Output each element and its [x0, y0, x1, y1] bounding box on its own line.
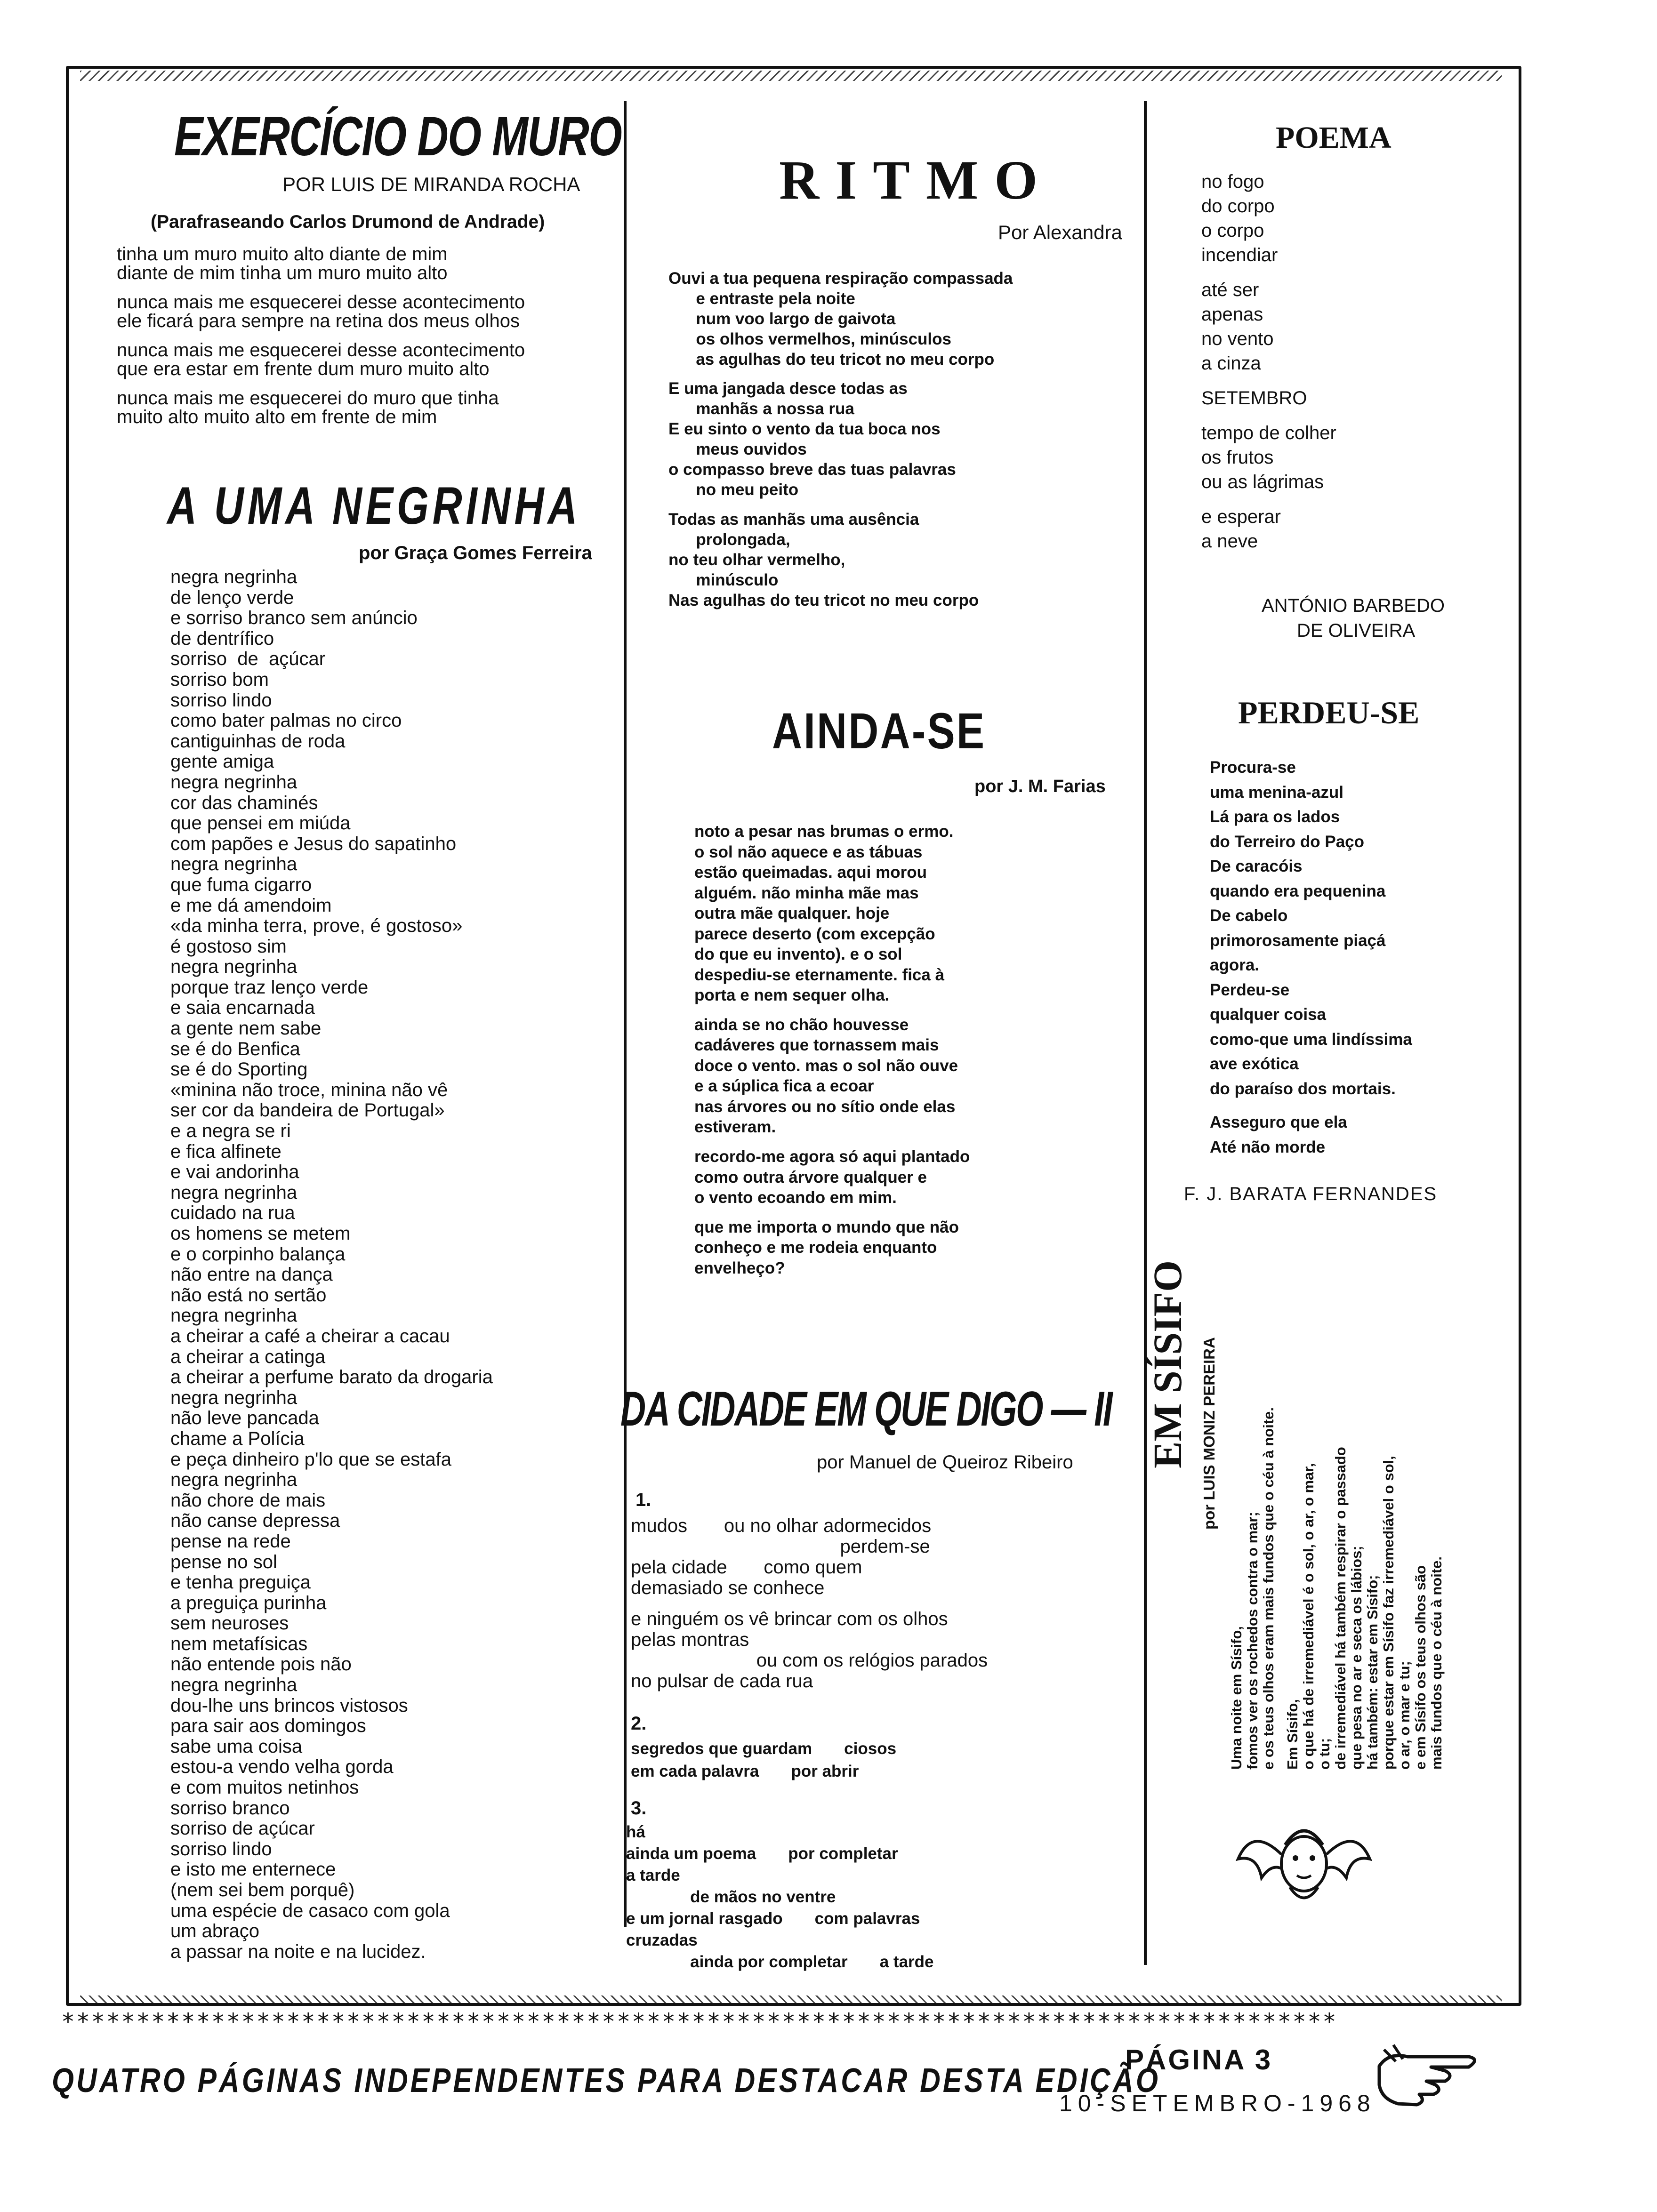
poem-line: a cheirar a café a cheirar a cacau	[170, 1325, 450, 1346]
poem-line: os olhos vermelhos, minúsculos	[668, 330, 951, 348]
poem-line: E uma jangada desce todas as	[668, 379, 908, 398]
poem-line: o sol não aquece e as tábuas	[694, 842, 923, 861]
poem-line: negra negrinha	[170, 1387, 298, 1408]
title-ainda-se: AINDA-SE	[772, 702, 986, 759]
poem-line: Asseguro que ela	[1210, 1113, 1347, 1132]
poem-line: e sorriso branco sem anúncio	[170, 608, 418, 629]
poem-line: ou as lágrimas	[1201, 472, 1324, 492]
poem-line: que pesa no ar e seca os lábios;	[1348, 1546, 1365, 1770]
column-divider-1	[624, 101, 627, 1927]
poem-line: os frutos	[1201, 447, 1274, 468]
poem-line: «da minha terra, prove, é gostoso»	[170, 915, 463, 937]
poem-exercicio-do-muro	[117, 245, 525, 426]
poem-line: estão queimadas. aqui morou	[694, 863, 927, 882]
poem-line: parece deserto (com excepção	[694, 924, 935, 943]
poem-line: no meu peito	[668, 481, 799, 499]
poem-line: e me dá amendoim	[170, 895, 332, 916]
poem-line: ave exótica	[1210, 1055, 1299, 1073]
poem-line: negra negrinha	[170, 567, 298, 587]
poem-line: Em Sísifo,	[1284, 1699, 1301, 1770]
poem-line: pelas montras	[631, 1629, 749, 1650]
poem-line: a passar na noite e na lucidez.	[170, 1941, 426, 1962]
poem-line: do paraíso dos mortais.	[1210, 1079, 1396, 1098]
poem-line: a neve	[1201, 531, 1258, 552]
poem-line: mudos ou no olhar adormecidos	[631, 1515, 932, 1536]
poem-line: recordo-me agora só aqui plantado	[694, 1147, 970, 1166]
poem-line: não chore de mais	[170, 1490, 326, 1511]
byline-jm-farias: por J. M. Farias	[974, 777, 1106, 796]
poem-line: de mãos no ventre	[626, 1888, 836, 1906]
poem-line: e entraste pela noite	[668, 289, 855, 308]
byline-miranda-rocha: POR LUIS DE MIRANDA ROCHA	[282, 173, 580, 195]
poem-line: e isto me enternece	[170, 1859, 336, 1880]
poem-line: negra negrinha	[170, 1675, 298, 1696]
poem-line: a preguiça purinha	[170, 1592, 327, 1613]
poem-line: uma espécie de casaco com gola	[170, 1900, 450, 1921]
title-em-sisifo: EM SÍSIFO	[1145, 1260, 1190, 1468]
poem-line: do Terreiro do Paço	[1210, 832, 1365, 851]
poem-line: e um jornal rasgado com palavras	[626, 1909, 920, 1928]
poem-line: de dentrífico	[170, 628, 274, 649]
poem-line	[694, 1208, 970, 1217]
poem-line: sorriso de açúcar	[170, 1818, 315, 1839]
poem-line: a tarde	[626, 1866, 680, 1884]
poem-line: há também: estar em Sísifo;	[1364, 1575, 1381, 1770]
poem-line: e os teus olhos eram mais fundos que o céu à noite.	[1260, 1407, 1277, 1770]
poem-line: nas árvores ou no sítio onde elas	[694, 1097, 956, 1116]
poem-line: e em Sísifo os teus olhos são	[1412, 1565, 1429, 1770]
poem-line: de lenço verde	[170, 587, 294, 608]
poem-line: nunca mais me esquecerei desse acontecimento	[117, 340, 525, 361]
section-number-3: 3.	[631, 1798, 647, 1819]
poem-line: prolongada,	[668, 530, 790, 549]
poem-line: pense na rede	[170, 1531, 291, 1552]
poem-line: no pulsar de cada rua	[631, 1671, 813, 1691]
poem-line: no vento	[1201, 329, 1274, 349]
author-barata-fernandes: F. J. BARATA FERNANDES	[1184, 1184, 1438, 1204]
poem-line: pela cidade como quem	[631, 1557, 862, 1578]
poem-line: Ouvi a tua pequena respiração compassada	[668, 269, 1013, 288]
poem-line: que fuma cigarro	[170, 874, 312, 895]
poem-line: e vai andorinha	[170, 1162, 299, 1183]
poem-line: manhãs a nossa rua	[668, 400, 854, 418]
poem-line: negra negrinha	[170, 956, 298, 978]
poem-line: sorriso bom	[170, 669, 269, 690]
poem-line: Nas agulhas do teu tricot no meu corpo	[668, 591, 979, 609]
poem-line: outra mãe qualquer. hoje	[694, 904, 890, 922]
poem-line: (nem sei bem porquê)	[170, 1880, 355, 1900]
poem-line	[1210, 1101, 1412, 1110]
poem-line: Até não morde	[1210, 1138, 1326, 1156]
footer-tagline: QUATRO PÁGINAS INDEPENDENTES PARA DESTACAR DESTA EDIÇÃO	[52, 2062, 1160, 2100]
poem-da-cidade-part-1	[631, 1515, 988, 1691]
poem-line: no teu olhar vermelho,	[668, 550, 845, 569]
poem-line: diante de mim tinha um muro muito alto	[117, 263, 448, 283]
poem-line: estou-a vendo velha gorda	[170, 1756, 394, 1778]
title-poema: POEMA	[1276, 120, 1392, 155]
poem-line: até ser	[1201, 280, 1259, 300]
poem-line: cor das chaminés	[170, 792, 318, 813]
byline-graca-gomes-ferreira: por Graça Gomes Ferreira	[359, 543, 592, 563]
poem-ritmo	[668, 268, 1013, 610]
poem-line: conheço e me rodeia enquanto	[694, 1238, 937, 1257]
poem-line: doce o vento. mas o sol não ouve	[694, 1056, 958, 1075]
poem-perdeu-se	[1210, 755, 1412, 1160]
poem-line: mais fundos que o céu à noite.	[1428, 1556, 1445, 1770]
top-ornament	[80, 71, 1502, 81]
poem-line: Todas as manhãs uma ausência	[668, 510, 919, 529]
poem-line: segredos que guardam ciosos	[631, 1739, 897, 1758]
angel-illustration	[1233, 1817, 1375, 1911]
poem-line: sabe uma coisa	[170, 1736, 303, 1757]
poem-line: porque traz lenço verde	[170, 977, 369, 998]
poem-line: incendiar	[1201, 245, 1278, 265]
poem-line: e fica alfinete	[170, 1141, 282, 1162]
poem-line: minúsculo	[668, 570, 779, 589]
subtitle-parafraseando: (Parafraseando Carlos Drumond de Andrade)	[151, 212, 545, 232]
section-number-2: 2.	[631, 1713, 647, 1734]
poem-line: Perdeu-se	[1210, 980, 1290, 999]
poem-line: e saia encarnada	[170, 997, 315, 1018]
poem-line: tinha um muro muito alto diante de mim	[117, 244, 448, 264]
poem-line: como outra árvore qualquer e	[694, 1168, 927, 1186]
poem-line: perdem-se	[631, 1536, 930, 1557]
poem-line: não entende pois não	[170, 1654, 352, 1675]
bottom-ornament	[80, 1996, 1502, 2006]
poem-line: chame a Polícia	[170, 1428, 305, 1449]
title-a-uma-negrinha: A UMA NEGRINHA	[167, 476, 581, 535]
poem-line: cadáveres que tornassem mais	[694, 1036, 939, 1055]
author-barbedo-line1: ANTÓNIO BARBEDO	[1262, 595, 1445, 616]
poem-line: cruzadas	[626, 1931, 698, 1949]
poem-em-sisifo	[1229, 1407, 1445, 1770]
poem-line: e ninguém os vê brincar com os olhos	[631, 1609, 948, 1629]
poem-line: ele ficará para sempre na retina dos meus olhos	[117, 311, 520, 331]
poem-line: agora.	[1210, 956, 1260, 974]
poem-line: num voo largo de gaivota	[668, 310, 896, 328]
page-number: PÁGINA 3	[1125, 2044, 1273, 2076]
poem-line: sem neuroses	[170, 1613, 289, 1634]
poem-line: porque estar em Sísifo faz irremediável o sol,	[1380, 1456, 1397, 1770]
author-barbedo-line2: DE OLIVEIRA	[1297, 620, 1416, 641]
poem-line	[1201, 494, 1336, 505]
poem-line	[694, 1006, 970, 1015]
poem-line	[694, 1138, 970, 1146]
poem-line: o corpo	[1201, 220, 1264, 241]
poem-line	[1201, 267, 1336, 278]
poem-line: que era estar em frente dum muro muito alto	[117, 359, 490, 379]
poem-line: para sair aos domingos	[170, 1715, 366, 1737]
poem-line: quando era pequenina	[1210, 882, 1386, 900]
poem-line: negra negrinha	[170, 854, 298, 875]
poem-line: o ar, o mar e tu;	[1396, 1661, 1413, 1770]
poem-line: SETEMBRO	[1201, 388, 1307, 409]
poem-line: E eu sinto o vento da tua boca nos	[668, 420, 941, 439]
poem-line: qualquer coisa	[1210, 1005, 1327, 1024]
poem-da-cidade-part-3	[626, 1821, 934, 1973]
poem-line: não canse depressa	[170, 1510, 340, 1531]
poem-line: primorosamente piaçá	[1210, 931, 1386, 950]
poem-line	[1201, 376, 1336, 386]
poem-line: nem metafísicas	[170, 1633, 308, 1654]
poem-poema	[1201, 169, 1336, 553]
poem-line: que pensei em miúda	[170, 813, 351, 834]
poem-line: como-que uma lindíssima	[1210, 1030, 1412, 1049]
poem-line: não entre na dança	[170, 1264, 333, 1285]
poem-line: gente amiga	[170, 751, 274, 772]
poem-line: ou com os relógios parados	[631, 1650, 988, 1671]
pointing-hand-icon	[1375, 2038, 1488, 2113]
poem-line	[1277, 1407, 1285, 1770]
poem-line: um abraço	[170, 1921, 259, 1942]
poem-line: «minina não troce, minina não vê	[170, 1079, 448, 1100]
poem-line: os homens se metem	[170, 1223, 351, 1244]
poem-line: há	[626, 1823, 645, 1841]
byline-alexandra: Por Alexandra	[998, 221, 1122, 243]
poem-line: Procura-se	[1210, 758, 1296, 777]
poem-line	[631, 1598, 988, 1609]
poem-line: tempo de colher	[1201, 423, 1336, 443]
poem-line: em cada palavra por abrir	[631, 1762, 859, 1780]
poem-line: cantiguinhas de roda	[170, 730, 346, 752]
poem-line: e tenha preguiça	[170, 1572, 311, 1593]
poem-line: negra negrinha	[170, 1182, 298, 1203]
poem-line: negra negrinha	[170, 1469, 298, 1491]
poem-line: sorriso de açúcar	[170, 649, 326, 670]
poem-line: do que eu invento). e o sol	[694, 945, 902, 963]
poem-line: De cabelo	[1210, 906, 1288, 925]
issue-date: 10-SETEMBRO-1968	[1059, 2090, 1376, 2116]
poem-line: é gostoso sim	[170, 936, 287, 957]
poem-line: noto a pesar nas brumas o ermo.	[694, 822, 954, 841]
poem-line: e a negra se ri	[170, 1121, 291, 1142]
poem-line	[117, 330, 525, 341]
poem-line	[668, 500, 1013, 509]
poem-line: ser cor da bandeira de Portugal»	[170, 1100, 445, 1121]
column-divider-2	[1144, 101, 1147, 1965]
poem-da-cidade-part-2	[631, 1738, 896, 1783]
poem-line: o compasso breve das tuas palavras	[668, 460, 956, 479]
poem-line: uma menina-azul	[1210, 783, 1343, 801]
poem-line: como bater palmas no circo	[170, 710, 402, 731]
poem-line: envelheço?	[694, 1258, 785, 1277]
poem-line: pense no sol	[170, 1551, 277, 1572]
poem-line: o que há de irremediável é o sol, o ar, o mar,	[1300, 1463, 1317, 1770]
poem-line: negra negrinha	[170, 771, 298, 793]
poem-line	[117, 378, 525, 389]
poem-line: nunca mais me esquecerei do muro que tinha	[117, 388, 499, 409]
poem-line	[1201, 410, 1336, 421]
star-divider: *************************************************************************************	[61, 2009, 1338, 2035]
title-ritmo: RITMO	[779, 149, 1054, 211]
poem-line	[117, 282, 525, 293]
poem-line: alguém. não minha mãe mas	[694, 883, 919, 902]
poem-ainda-se	[694, 821, 970, 1278]
poem-line: a cheirar a catinga	[170, 1346, 326, 1367]
title-exercicio-do-muro: EXERCÍCIO DO MURO	[174, 105, 622, 168]
poem-line: nunca mais me esquecerei desse acontecimento	[117, 292, 525, 313]
poem-line: sorriso lindo	[170, 689, 272, 711]
poem-line: a cinza	[1201, 353, 1261, 374]
poem-line: fomos ver os rochedos contra o mar;	[1244, 1512, 1261, 1770]
poem-line: o vento ecoando em mim.	[694, 1188, 897, 1207]
poem-line: sorriso branco	[170, 1797, 290, 1819]
poem-line: apenas	[1201, 304, 1263, 325]
poem-line: meus ouvidos	[668, 440, 807, 459]
poem-line: e peça dinheiro p'lo que se estafa	[170, 1449, 451, 1470]
poem-line: dou-lhe uns brincos vistosos	[170, 1695, 408, 1716]
poem-line: no fogo	[1201, 171, 1264, 192]
poem-line: do corpo	[1201, 196, 1275, 216]
poem-line	[668, 369, 1013, 378]
title-perdeu-se: PERDEU-SE	[1238, 695, 1420, 730]
poem-line: não está no sertão	[170, 1284, 327, 1306]
poem-line: não leve pancada	[170, 1408, 319, 1429]
poem-line: Uma noite em Sísifo,	[1228, 1626, 1245, 1770]
poem-line: e com muitos netinhos	[170, 1777, 359, 1798]
poem-a-uma-negrinha	[170, 567, 493, 1962]
poem-line: demasiado se conhece	[631, 1578, 825, 1598]
byline-moniz-pereira: por LUIS MONIZ PEREIRA	[1200, 1337, 1218, 1530]
poem-line: Lá para os lados	[1210, 808, 1340, 826]
poem-line: ainda um poema por completar	[626, 1844, 898, 1863]
byline-queiroz-ribeiro: por Manuel de Queiroz Ribeiro	[817, 1452, 1073, 1473]
poem-line: sorriso lindo	[170, 1838, 272, 1859]
poem-line: estiveram.	[694, 1118, 776, 1137]
poem-line: as agulhas do teu tricot no meu corpo	[668, 350, 995, 369]
poem-line: e o corpinho balança	[170, 1243, 346, 1265]
poem-line: negra negrinha	[170, 1305, 298, 1326]
poem-line: muito alto muito alto em frente de mim	[117, 407, 437, 427]
poem-line: com papões e Jesus do sapatinho	[170, 833, 457, 854]
poem-line: e esperar	[1201, 506, 1281, 527]
poem-line: despediu-se eternamente. fica à	[694, 965, 945, 984]
poem-line: De caracóis	[1210, 857, 1303, 875]
poem-line: que me importa o mundo que não	[694, 1218, 959, 1236]
poem-line: a cheirar a perfume barato da drogaria	[170, 1367, 493, 1388]
poem-line: se é do Benfica	[170, 1038, 300, 1059]
title-da-cidade-em-que-digo: DA CIDADE EM QUE DIGO — II	[620, 1382, 1112, 1436]
poem-line: de irremediável há também respirar o passado	[1332, 1447, 1349, 1770]
poem-line: o tu;	[1316, 1738, 1333, 1770]
poem-line: se é do Sporting	[170, 1059, 308, 1080]
poem-line: a gente nem sabe	[170, 1018, 322, 1039]
poem-line: ainda por completar a tarde	[626, 1953, 934, 1971]
poem-line: ainda se no chão houvesse	[694, 1015, 909, 1034]
poem-line: e a súplica fica a ecoar	[694, 1077, 874, 1096]
poem-line: porta e nem sequer olha.	[694, 986, 890, 1004]
section-number-1: 1.	[635, 1490, 652, 1510]
poem-line: cuidado na rua	[170, 1202, 295, 1224]
